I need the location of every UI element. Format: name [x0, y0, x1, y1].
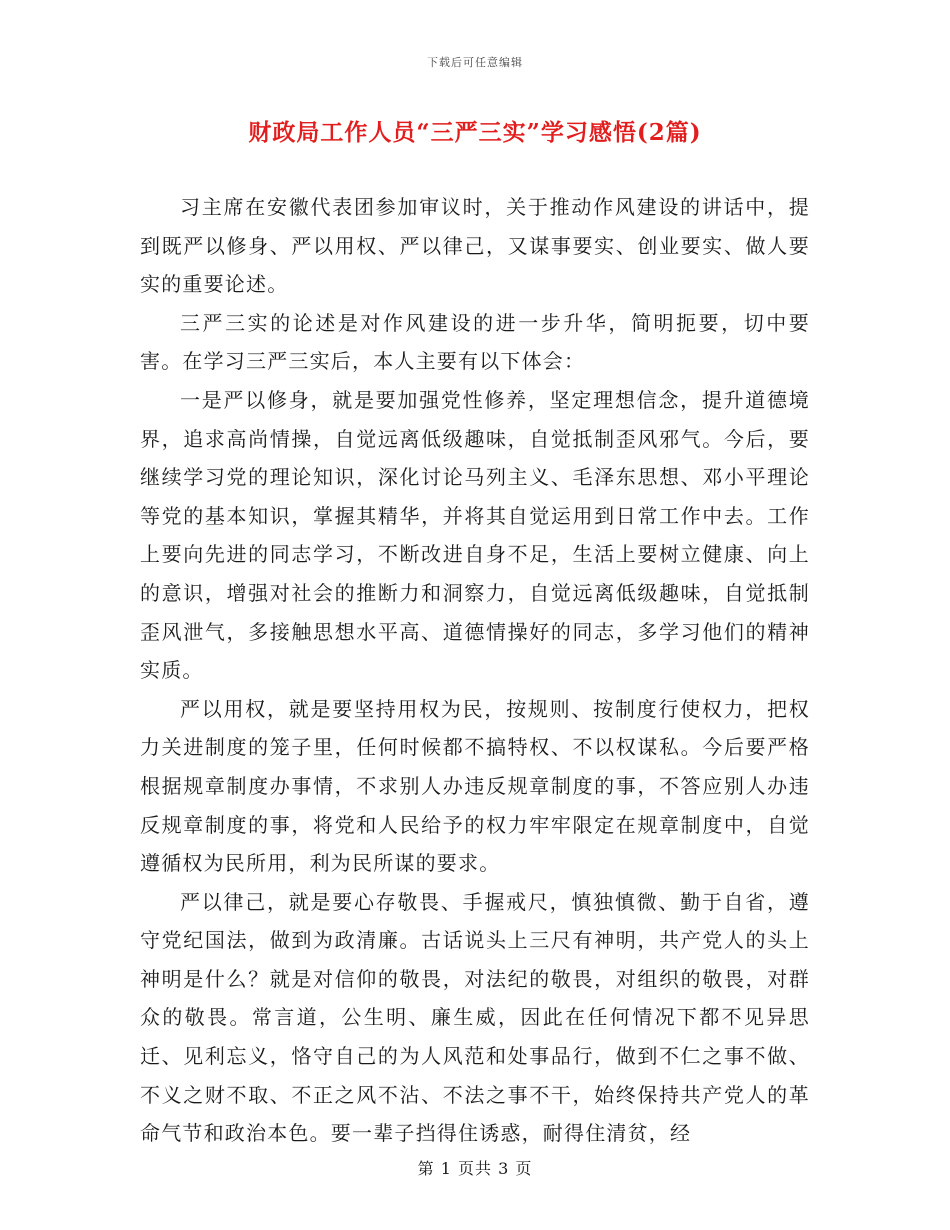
page-footer: 第 1 页共 3 页 — [417, 1159, 533, 1178]
header-note: 下载后可任意编辑 — [427, 56, 523, 69]
paragraph: 一是严以修身，就是要加强党性修养，坚定理想信念，提升道德境界，追求高尚情操，自觉远离低级趣味，自觉抵制歪风邪气。今后，要继续学习党的理论知识，深化讨论马列主义、毛泽东思想、邓小平理论等党的基本知识，掌握其精华，并将其自觉运用到日常工作中去。工作上要向先进的同志学习，不断改进自身不足，生活上要树立健康、向上的意识，增强对社会的推断力和洞察力，自觉远离低级趣味，自觉抵制歪风泄气，多接触思想水平高、道德情操好的同志，多学习他们的精神实质。 — [140, 387, 810, 683]
paragraph: 严以律己，就是要心存敬畏、手握戒尺，慎独慎微、勤于自省，遵守党纪国法，做到为政清廉。古话说头上三尺有神明，共产党人的头上神明是什么？就是对信仰的敬畏，对法纪的敬畏，对组织的敬畏，对群众的敬畏。常言道，公生明、廉生威，因此在任何情况下都不见异思迁、见利忘义，恪守自己的为人风范和处事品行，做到不仁之事不做、不义之财不取、不正之风不沾、不法之事不干，始终保持共产党人的革命气节和政治本色。要一辈子挡得住诱惑，耐得住清贫，经 — [140, 889, 810, 1146]
paragraph: 严以用权，就是要坚持用权为民，按规则、按制度行使权力，把权力关进制度的笼子里，任何时候都不搞特权、不以权谋私。今后要严格根据规章制度办事情，不求别人办违反规章制度的事，不答应别人办违反规章制度的事，将党和人民给予的权力牢牢限定在规章制度中，自觉遵循权为民所用，利为民所谋的要求。 — [140, 696, 810, 876]
document-title: 财政局工作人员“三严三实”学习感悟(2篇) — [248, 119, 702, 146]
paragraph: 三严三实的论述是对作风建设的进一步升华，简明扼要，切中要害。在学习三严三实后，本人主要有以下体会： — [140, 310, 810, 374]
document-body — [140, 188, 810, 1153]
paragraph: 习主席在安徽代表团参加审议时，关于推动作风建设的讲话中，提到既严以修身、严以用权、严以律己，又谋事要实、创业要实、做人要实的重要论述。 — [140, 195, 810, 297]
